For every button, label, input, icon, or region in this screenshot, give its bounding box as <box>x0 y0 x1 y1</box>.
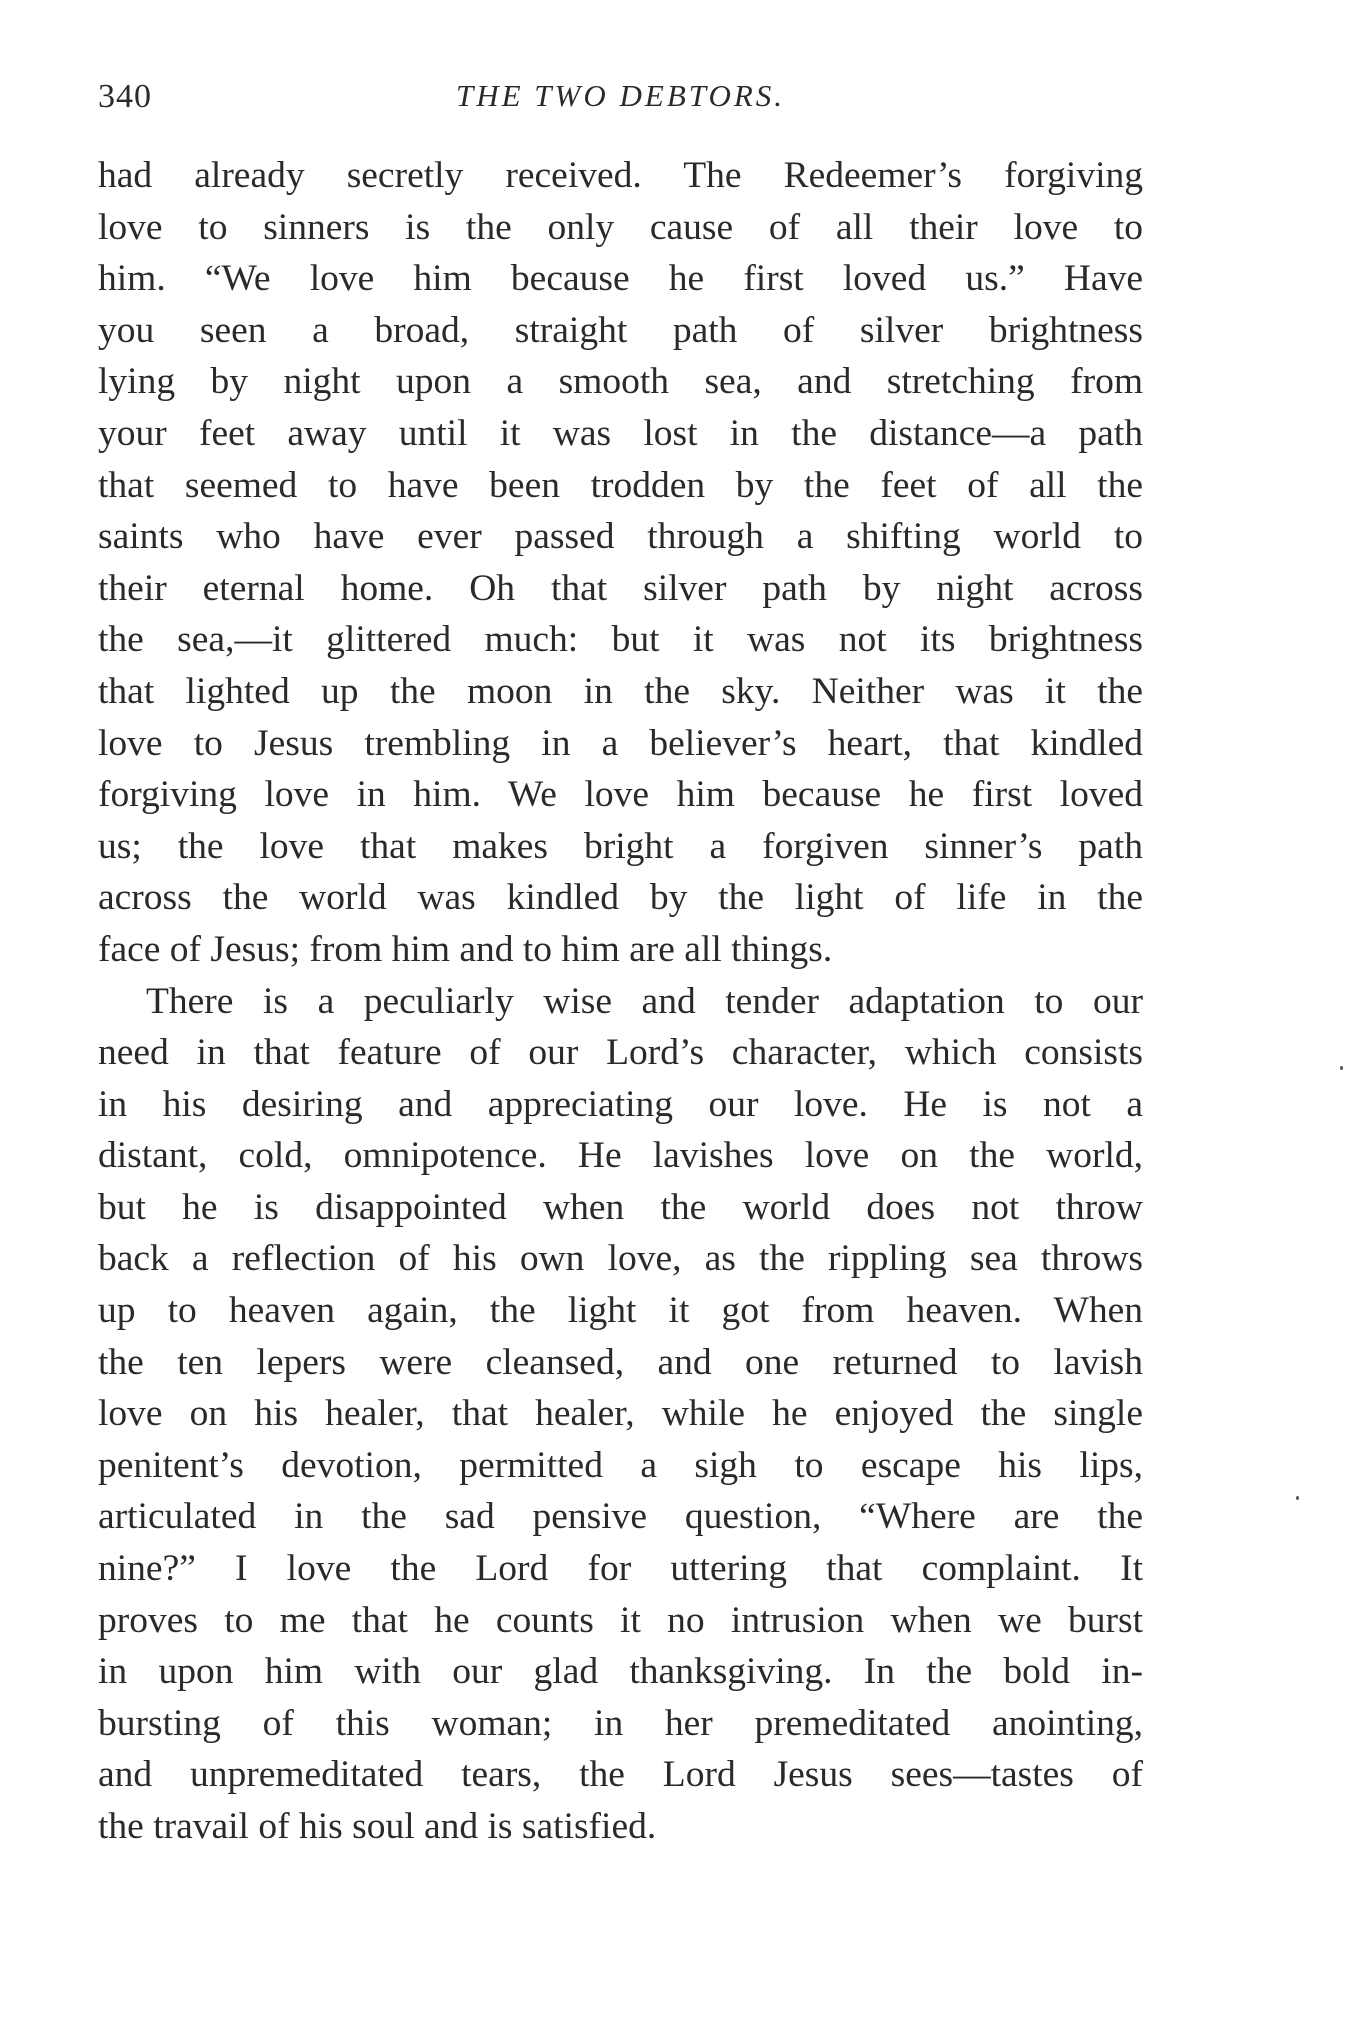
text-line: love on his healer, that healer, while he enjoyed the single <box>98 1393 1143 1435</box>
text-line: the ten lepers were cleansed, and one returned to lavish <box>98 1341 1143 1383</box>
text-line: love to Jesus trembling in a believer’s heart, that kindled <box>98 722 1143 764</box>
text-line: in upon him with our glad thanksgiving. In the bold in- <box>98 1651 1143 1693</box>
text-line: back a reflection of his own love, as the rippling sea throws <box>98 1238 1143 1280</box>
text-line: nine?” I love the Lord for uttering that complaint. It <box>98 1548 1143 1590</box>
text-line: us; the love that makes bright a forgiven sinner’s path <box>98 825 1143 867</box>
print-speck <box>1340 1066 1343 1070</box>
text-line: had already secretly received. The Redeemer’s forgiving <box>98 155 1143 196</box>
text-line: the travail of his soul and is satisfied. <box>98 1806 657 1847</box>
page-number: 340 <box>98 78 152 115</box>
text-line: face of Jesus; from him and to him are all things. <box>98 928 833 970</box>
text-line: articulated in the sad pensive question, “Where are the <box>98 1496 1143 1538</box>
text-line: lying by night upon a smooth sea, and stretching from <box>98 361 1143 403</box>
text-line: penitent’s devotion, permitted a sigh to escape his lips, <box>98 1444 1143 1486</box>
text-line: and unpremeditated tears, the Lord Jesus sees—tastes of <box>98 1754 1143 1796</box>
text-line: There is a peculiarly wise and tender adaptation to our <box>146 980 1143 1022</box>
body-text <box>98 150 1143 1853</box>
text-line: proves to me that he counts it no intrusion when we burst <box>98 1599 1143 1641</box>
text-line: him. “We love him because he first loved us.” Have <box>98 258 1143 300</box>
text-line: up to heaven again, the light it got from heaven. When <box>98 1290 1143 1332</box>
text-line: their eternal home. Oh that silver path by night across <box>98 567 1143 609</box>
paragraph <box>98 150 1143 976</box>
text-line: that lighted up the moon in the sky. Neither was it the <box>98 670 1143 712</box>
text-line: distant, cold, omnipotence. He lavishes love on the world, <box>98 1135 1143 1177</box>
text-line: bursting of this woman; in her premeditated anointing, <box>98 1702 1143 1744</box>
text-line: that seemed to have been trodden by the feet of all the <box>98 464 1143 506</box>
text-line: you seen a broad, straight path of silver brightness <box>98 309 1143 351</box>
text-line: but he is disappointed when the world does not throw <box>98 1186 1143 1228</box>
text-line: forgiving love in him. We love him because he first loved <box>98 774 1143 816</box>
text-line: saints who have ever passed through a shifting world to <box>98 516 1143 558</box>
running-title: THE TWO DEBTORS. <box>455 78 786 113</box>
text-line: love to sinners is the only cause of all their love to <box>98 206 1143 248</box>
text-line: in his desiring and appreciating our love. He is not a <box>98 1083 1143 1125</box>
running-head <box>98 78 1143 122</box>
paragraph <box>98 976 1143 1853</box>
print-speck <box>1296 1496 1299 1500</box>
text-line: your feet away until it was lost in the distance—a path <box>98 412 1143 454</box>
text-line: across the world was kindled by the light of life in the <box>98 877 1143 919</box>
text-line: need in that feature of our Lord’s character, which consists <box>98 1032 1143 1074</box>
text-line: the sea,—it glittered much: but it was not its brightness <box>98 619 1143 661</box>
